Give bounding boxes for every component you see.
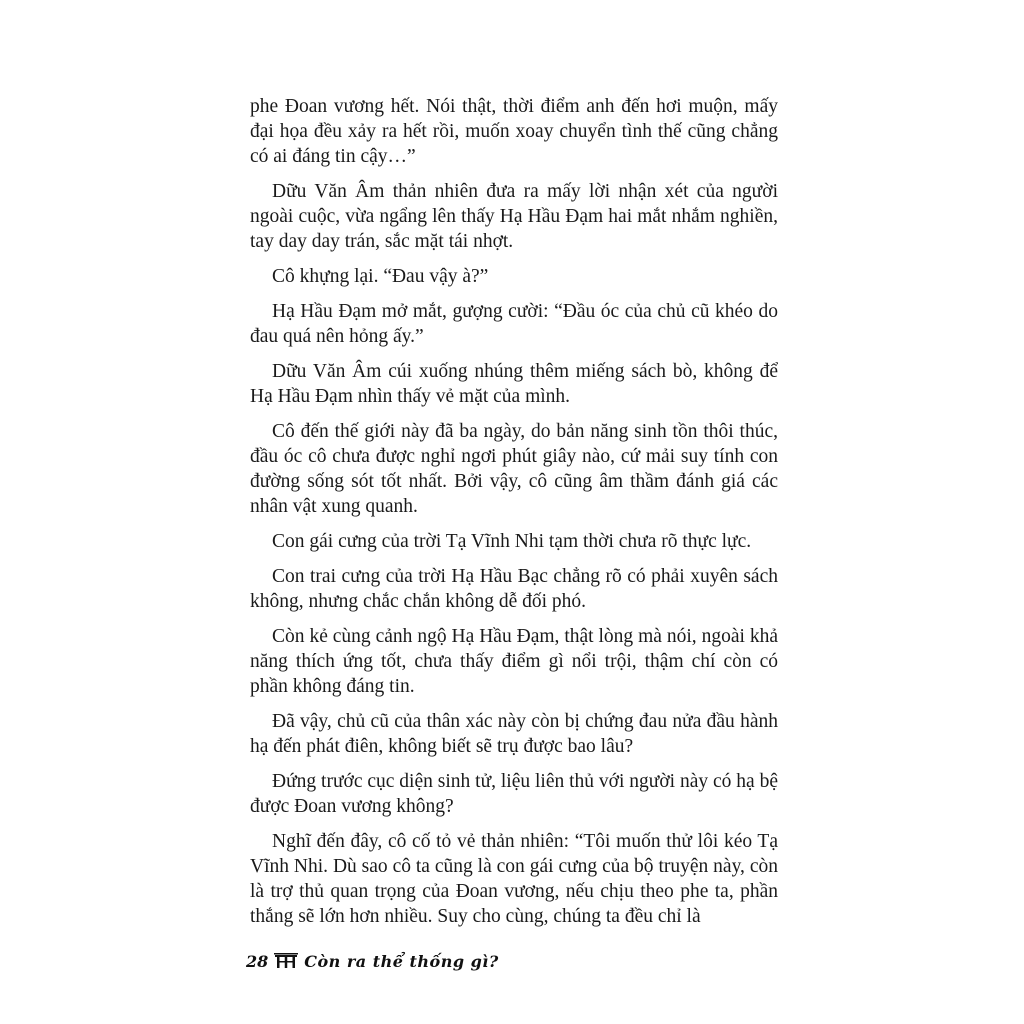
book-title: Còn ra thể thống gì?: [304, 951, 499, 971]
body-text: [250, 94, 778, 939]
paragraph: Hạ Hầu Đạm mở mắt, gượng cười: “Đầu óc của chủ cũ khéo do đau quá nên hỏng ấy.”: [250, 301, 778, 347]
paragraph: Dữu Văn Âm thản nhiên đưa ra mấy lời nhận xét của người ngoài cuộc, vừa ngẩng lên thấy Hạ Hầu Đạm hai mắt nhắm nghiền, tay day day trán, sắc mặt tái nhợt.: [250, 181, 778, 252]
paragraph: Con trai cưng của trời Hạ Hầu Bạc chẳng rõ có phải xuyên sách không, nhưng chắc chắn không dễ đối phó.: [250, 566, 778, 612]
paragraph: Con gái cưng của trời Tạ Vĩnh Nhi tạm thời chưa rõ thực lực.: [272, 531, 752, 552]
paragraph: Đứng trước cục diện sinh tử, liệu liên thủ với người này có hạ bệ được Đoan vương không?: [250, 771, 778, 817]
paragraph: Còn kẻ cùng cảnh ngộ Hạ Hầu Đạm, thật lòng mà nói, ngoài khả năng thích ứng tốt, chưa thấy điểm gì nổi trội, thậm chí còn có phần không đáng tin.: [250, 626, 778, 697]
paragraph: Dữu Văn Âm cúi xuống nhúng thêm miếng sách bò, không để Hạ Hầu Đạm nhìn thấy vẻ mặt của mình.: [250, 361, 778, 407]
paragraph: phe Đoan vương hết. Nói thật, thời điểm anh đến hơi muộn, mấy đại họa đều xảy ra hết rồi, muốn xoay chuyển tình thế cũng chẳng có ai đáng tin cậy…”: [250, 96, 778, 167]
gate-ornament-icon: [274, 953, 298, 969]
paragraph: Nghĩ đến đây, cô cố tỏ vẻ thản nhiên: “Tôi muốn thử lôi kéo Tạ Vĩnh Nhi. Dù sao cô ta cũng là con gái cưng của bộ truyện này, còn là trợ thủ quan trọng của Đoan vương, nếu chịu theo phe ta, phần thắng sẽ lớn hơn nhiều. Suy cho cùng, chúng ta đều chỉ là: [250, 831, 778, 927]
page-number: 28: [246, 951, 269, 971]
paragraph: Đã vậy, chủ cũ của thân xác này còn bị chứng đau nửa đầu hành hạ đến phát điên, không biết sẽ trụ được bao lâu?: [250, 711, 778, 757]
page-footer: [246, 946, 499, 976]
paragraph: Cô đến thế giới này đã ba ngày, do bản năng sinh tồn thôi thúc, đầu óc cô chưa được nghỉ ngơi phút giây nào, cứ mải suy tính con đường sống sót tốt nhất. Bởi vậy, cô cũng âm thầm đánh giá các nhân vật xung quanh.: [250, 421, 778, 517]
paragraph: Cô khựng lại. “Đau vậy à?”: [272, 266, 489, 287]
